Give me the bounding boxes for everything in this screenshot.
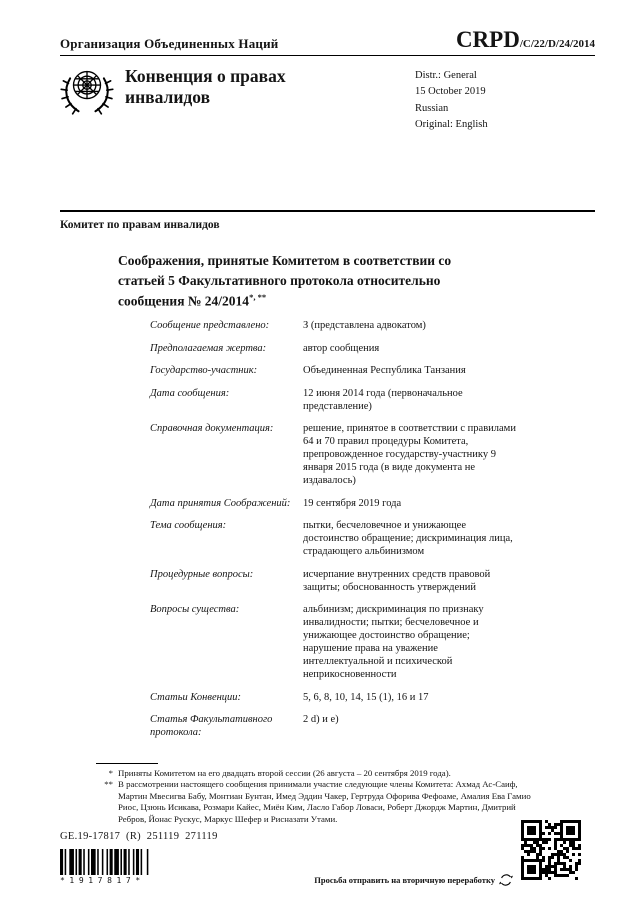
section-divider-rule: [60, 210, 595, 212]
field-value: 5, 6, 8, 10, 14, 15 (1), 16 и 17: [303, 691, 429, 703]
footnote-text: В рассмотрении настоящего сообщения принимали участие следующие члены Комитета: Ахмад Ас-Саиф, Мартин Мвесигва Бабу, Монтиан Бунтан, Имед Эддин Чакер, Гертруда Офорива Фефоаме, Амалия Ева Гамио Риос, Цзюнь Исикава, Розмари Кайес, Миён Ким, Ласло Габор Ловаси, Роберт Джордж Мартин, Дмитрий Ребров, Йонас Рускус, Маркус Шефер и Рисназати Утами.: [118, 779, 531, 824]
table-row: [150, 319, 522, 332]
case-summary-table: [150, 319, 522, 749]
table-row: [150, 519, 522, 558]
barcode-text: *1917817*: [60, 876, 145, 885]
distr-line: Distr.: General: [415, 70, 477, 81]
distr-line: Original: English: [415, 118, 488, 130]
field-value: решение, принятое в соответствии с правилами 64 и 70 правил процедуры Комитета, препровожденное государству-участнику 9 января 2015 года (в виде документа не издавалось): [303, 423, 516, 486]
document-title-text: Соображения, принятые Комитетом в соответствии со статьей 5 Факультативного протокола относительно сообщения № 24/2014: [118, 253, 452, 309]
field-label: Сообщение представлено:: [150, 320, 270, 331]
field-label: Государство-участник:: [150, 365, 258, 376]
document-symbol-main: CRPD: [455, 27, 520, 52]
field-label: Вопросы существа:: [150, 604, 240, 615]
document-symbol-rest: /C/22/D/24/2014: [519, 38, 595, 50]
footnote-text: Приняты Комитетом на его двадцать второй сессии (26 августа – 20 сентября 2019 года).: [118, 768, 451, 778]
table-row: [150, 342, 522, 355]
convention-title: Конвенция о правах инвалидов: [125, 66, 286, 107]
un-emblem-icon: [60, 64, 114, 118]
recycle-icon: [498, 872, 514, 888]
page-header: [60, 28, 595, 133]
field-value: З (представлена адвокатом): [303, 320, 426, 331]
table-row: [150, 713, 522, 739]
field-value: Объединенная Республика Танзания: [303, 365, 466, 376]
qr-code: [521, 820, 581, 880]
distr-line: Russian: [415, 102, 449, 114]
qr-code-image: [521, 820, 581, 880]
title-footnote-marks: *, **: [249, 291, 267, 302]
table-row: [150, 387, 522, 413]
un-org-name: Организация Объединенных Наций: [60, 36, 279, 51]
footnotes-section: [60, 763, 546, 825]
footnote-mark: *: [108, 768, 113, 778]
header-masthead: [60, 28, 595, 56]
table-row: [150, 364, 522, 377]
field-value: автор сообщения: [303, 342, 380, 354]
field-value: альбинизм; дискриминация по признаку инвалидности; пытки; бесчеловечное и унижающее достоинство обращение; нарушение права на уважение интеллектуальной и психической неприкосновенности: [303, 604, 484, 680]
header-body: [60, 64, 595, 133]
field-label: Предполагаемая жертва:: [150, 342, 267, 354]
footnote-mark: **: [104, 779, 113, 790]
table-row: [150, 691, 522, 704]
barcode-bars: [60, 849, 155, 875]
ge-document-number: GE.19-17817 (R) 251119 271119: [60, 831, 218, 842]
table-row: [150, 497, 522, 510]
footnote: [60, 768, 546, 779]
table-row: [150, 422, 522, 487]
distr-line: 15 October 2019: [415, 86, 486, 98]
footnote: [60, 779, 546, 825]
field-label: Справочная документация:: [150, 423, 274, 434]
field-label: Статья Факультативного протокола:: [150, 714, 273, 738]
recycle-text: Просьба отправить на вторичную переработку: [314, 875, 495, 885]
field-label: Тема сообщения:: [150, 520, 227, 531]
committee-heading: Комитет по правам инвалидов: [60, 219, 220, 231]
table-row: [150, 568, 522, 594]
field-label: Процедурные вопросы:: [150, 568, 254, 580]
document-symbol: [456, 28, 595, 52]
document-title: [118, 251, 490, 311]
field-value: 2 d) и e): [303, 714, 339, 725]
field-label: Дата сообщения:: [150, 387, 230, 399]
field-label: Статьи Конвенции:: [150, 691, 242, 703]
recycle-notice: [314, 872, 514, 888]
field-value: 12 июня 2014 года (первоначальное представление): [303, 387, 463, 412]
barcode: [60, 849, 155, 885]
table-row: [150, 603, 522, 681]
field-label: Дата принятия Соображений:: [150, 497, 291, 509]
field-value: исчерпание внутренних средств правовой защиты; обоснованность утверждений: [303, 568, 491, 593]
field-value: пытки, бесчеловечное и унижающее достоинство обращение; дискриминация лица, страдающего альбинизмом: [303, 520, 513, 557]
footnote-divider: [96, 763, 158, 764]
field-value: 19 сентября 2019 года: [303, 497, 402, 509]
distribution-block: [415, 64, 595, 133]
